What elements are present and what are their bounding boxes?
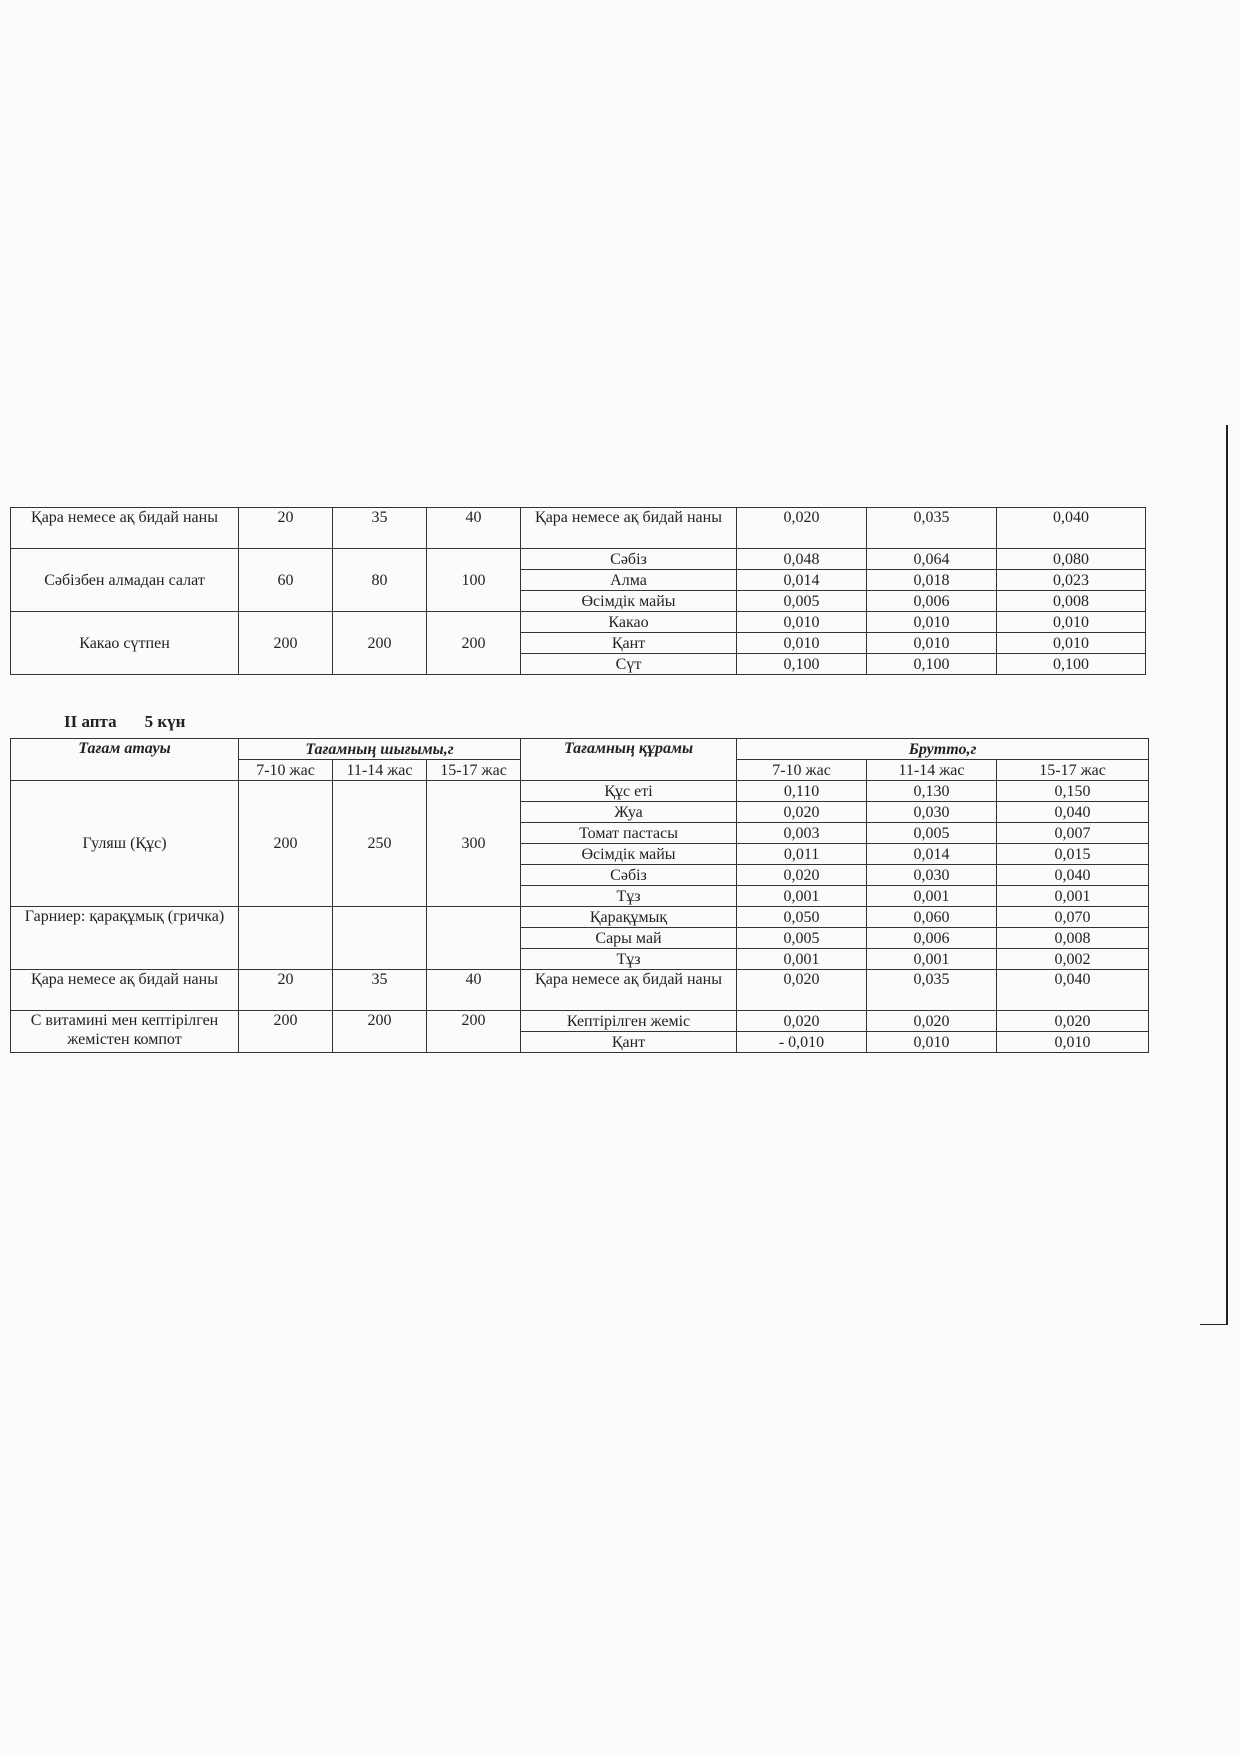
dish-name: Какао сүтпен bbox=[11, 612, 239, 675]
brutto-15-17: 0,070 bbox=[997, 907, 1149, 928]
brutto-11-14: 0,030 bbox=[867, 865, 997, 886]
table-row bbox=[11, 508, 1146, 549]
brutto-7-10: 0,020 bbox=[737, 865, 867, 886]
header-brutto-age-11-14: 11-14 жас bbox=[867, 760, 997, 781]
ingredient-name: Құс еті bbox=[521, 781, 737, 802]
ingredient-name: Томат пастасы bbox=[521, 823, 737, 844]
header-composition: Тағамның құрамы bbox=[521, 739, 737, 781]
brutto-11-14: 0,020 bbox=[867, 1011, 997, 1032]
table-row bbox=[11, 781, 1149, 802]
brutto-15-17: 0,040 bbox=[997, 802, 1149, 823]
table-row bbox=[11, 1011, 1149, 1032]
brutto-15-17: 0,008 bbox=[997, 928, 1149, 949]
section-heading bbox=[64, 712, 213, 732]
output-7-10: 60 bbox=[239, 549, 333, 612]
brutto-11-14: 0,005 bbox=[867, 823, 997, 844]
brutto-7-10: 0,100 bbox=[737, 654, 867, 675]
menu-table-week2-day5 bbox=[10, 738, 1149, 1053]
dish-name: Сәбізбен алмадан салат bbox=[11, 549, 239, 612]
output-15-17: 40 bbox=[427, 508, 521, 549]
brutto-11-14: 0,100 bbox=[867, 654, 997, 675]
output-7-10: 20 bbox=[239, 970, 333, 1011]
brutto-15-17: 0,020 bbox=[997, 1011, 1149, 1032]
brutto-15-17: 0,002 bbox=[997, 949, 1149, 970]
dish-name: Гуляш (Құс) bbox=[11, 781, 239, 907]
brutto-7-10: 0,003 bbox=[737, 823, 867, 844]
output-11-14 bbox=[333, 907, 427, 970]
dish-name: С витамині мен кептірілген жемістен компот bbox=[11, 1011, 239, 1053]
day-label: 5 күн bbox=[144, 712, 186, 731]
brutto-7-10: 0,020 bbox=[737, 970, 867, 1011]
table-row bbox=[11, 970, 1149, 1011]
brutto-11-14: 0,010 bbox=[867, 612, 997, 633]
brutto-11-14: 0,064 bbox=[867, 549, 997, 570]
brutto-7-10: 0,020 bbox=[737, 508, 867, 549]
brutto-7-10: 0,014 bbox=[737, 570, 867, 591]
table1-body bbox=[11, 508, 1146, 675]
output-7-10 bbox=[239, 907, 333, 970]
brutto-11-14: 0,018 bbox=[867, 570, 997, 591]
header-output: Тағамның шығымы,г bbox=[239, 739, 521, 760]
output-7-10: 20 bbox=[239, 508, 333, 549]
brutto-15-17: 0,150 bbox=[997, 781, 1149, 802]
dish-name: Қара немесе ақ бидай наны bbox=[11, 970, 239, 1011]
header-brutto: Брутто,г bbox=[737, 739, 1149, 760]
brutto-15-17: 0,015 bbox=[997, 844, 1149, 865]
ingredient-name: Тұз bbox=[521, 949, 737, 970]
table2-header bbox=[11, 739, 1149, 781]
ingredient-name: Қант bbox=[521, 633, 737, 654]
ingredient-name: Кептірілген жеміс bbox=[521, 1011, 737, 1032]
brutto-15-17: 0,010 bbox=[997, 1032, 1149, 1053]
brutto-7-10: 0,011 bbox=[737, 844, 867, 865]
brutto-7-10: 0,010 bbox=[737, 612, 867, 633]
header-output-age-7-10: 7-10 жас bbox=[239, 760, 333, 781]
brutto-7-10: 0,005 bbox=[737, 591, 867, 612]
header-brutto-age-15-17: 15-17 жас bbox=[997, 760, 1149, 781]
output-11-14: 35 bbox=[333, 508, 427, 549]
ingredient-name: Тұз bbox=[521, 886, 737, 907]
header-row bbox=[11, 739, 1149, 760]
brutto-7-10: 0,001 bbox=[737, 886, 867, 907]
brutto-11-14: 0,014 bbox=[867, 844, 997, 865]
brutto-15-17: 0,007 bbox=[997, 823, 1149, 844]
brutto-11-14: 0,006 bbox=[867, 928, 997, 949]
brutto-7-10: 0,110 bbox=[737, 781, 867, 802]
brutto-11-14: 0,035 bbox=[867, 970, 997, 1011]
brutto-7-10: 0,050 bbox=[737, 907, 867, 928]
output-15-17: 40 bbox=[427, 970, 521, 1011]
ingredient-name: Қара немесе ақ бидай наны bbox=[521, 970, 737, 1011]
header-brutto-age-7-10: 7-10 жас bbox=[737, 760, 867, 781]
brutto-7-10: 0,020 bbox=[737, 1011, 867, 1032]
ingredient-name: Қант bbox=[521, 1032, 737, 1053]
page-edge-line-bottom bbox=[1200, 1324, 1228, 1325]
output-11-14: 250 bbox=[333, 781, 427, 907]
ingredient-name: Қара немесе ақ бидай наны bbox=[521, 508, 737, 549]
menu-table-previous-day bbox=[10, 507, 1146, 675]
output-11-14: 200 bbox=[333, 612, 427, 675]
ingredient-name: Алма bbox=[521, 570, 737, 591]
brutto-11-14: 0,010 bbox=[867, 1032, 997, 1053]
brutto-15-17: 0,008 bbox=[997, 591, 1146, 612]
output-15-17: 300 bbox=[427, 781, 521, 907]
brutto-15-17: 0,040 bbox=[997, 865, 1149, 886]
brutto-15-17: 0,010 bbox=[997, 633, 1146, 654]
table2-body bbox=[11, 781, 1149, 1053]
brutto-15-17: 0,100 bbox=[997, 654, 1146, 675]
ingredient-name: Сары май bbox=[521, 928, 737, 949]
brutto-7-10: 0,048 bbox=[737, 549, 867, 570]
brutto-11-14: 0,006 bbox=[867, 591, 997, 612]
ingredient-name: Сүт bbox=[521, 654, 737, 675]
brutto-7-10: 0,001 bbox=[737, 949, 867, 970]
brutto-11-14: 0,001 bbox=[867, 886, 997, 907]
header-dish-name: Тағам атауы bbox=[11, 739, 239, 781]
output-11-14: 200 bbox=[333, 1011, 427, 1053]
ingredient-name: Өсімдік майы bbox=[521, 591, 737, 612]
ingredient-name: Сәбіз bbox=[521, 865, 737, 886]
brutto-11-14: 0,130 bbox=[867, 781, 997, 802]
table-row bbox=[11, 907, 1149, 928]
ingredient-name: Қарақұмық bbox=[521, 907, 737, 928]
brutto-15-17: 0,040 bbox=[997, 508, 1146, 549]
dish-name: Қара немесе ақ бидай наны bbox=[11, 508, 239, 549]
header-output-age-11-14: 11-14 жас bbox=[333, 760, 427, 781]
output-11-14: 35 bbox=[333, 970, 427, 1011]
ingredient-name: Өсімдік майы bbox=[521, 844, 737, 865]
header-output-age-15-17: 15-17 жас bbox=[427, 760, 521, 781]
brutto-11-14: 0,001 bbox=[867, 949, 997, 970]
brutto-15-17: 0,023 bbox=[997, 570, 1146, 591]
brutto-7-10: 0,020 bbox=[737, 802, 867, 823]
brutto-15-17: 0,040 bbox=[997, 970, 1149, 1011]
brutto-15-17: 0,080 bbox=[997, 549, 1146, 570]
output-7-10: 200 bbox=[239, 1011, 333, 1053]
brutto-11-14: 0,010 bbox=[867, 633, 997, 654]
brutto-7-10: 0,010 bbox=[737, 633, 867, 654]
ingredient-name: Сәбіз bbox=[521, 549, 737, 570]
dish-name: Гарниер: қарақұмық (гричка) bbox=[11, 907, 239, 970]
output-15-17 bbox=[427, 907, 521, 970]
brutto-7-10: 0,005 bbox=[737, 928, 867, 949]
week-label: II апта bbox=[64, 712, 117, 731]
ingredient-name: Жуа bbox=[521, 802, 737, 823]
table-row bbox=[11, 549, 1146, 570]
brutto-15-17: 0,001 bbox=[997, 886, 1149, 907]
output-11-14: 80 bbox=[333, 549, 427, 612]
brutto-7-10: - 0,010 bbox=[737, 1032, 867, 1053]
output-15-17: 200 bbox=[427, 1011, 521, 1053]
brutto-11-14: 0,035 bbox=[867, 508, 997, 549]
ingredient-name: Какао bbox=[521, 612, 737, 633]
page-edge-line-right bbox=[1226, 425, 1228, 1325]
output-15-17: 200 bbox=[427, 612, 521, 675]
brutto-15-17: 0,010 bbox=[997, 612, 1146, 633]
output-7-10: 200 bbox=[239, 781, 333, 907]
brutto-11-14: 0,030 bbox=[867, 802, 997, 823]
output-15-17: 100 bbox=[427, 549, 521, 612]
output-7-10: 200 bbox=[239, 612, 333, 675]
brutto-11-14: 0,060 bbox=[867, 907, 997, 928]
table-row bbox=[11, 612, 1146, 633]
